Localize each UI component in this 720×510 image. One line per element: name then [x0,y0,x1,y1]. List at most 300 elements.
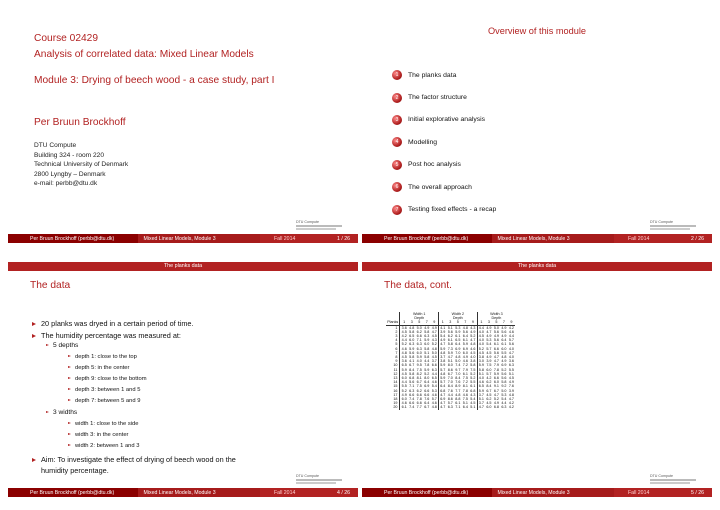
humidity-cell: 5.1 [478,371,484,376]
humidity-cell: 5.7 [431,397,437,402]
humidity-cell: 4.7 [440,392,446,397]
dtu-logo: DTU Compute [650,220,700,230]
humidity-cell: 4.2 [508,405,514,410]
humidity-cell: 5.6 [409,350,415,355]
humidity-cell: 7.6 [447,388,453,393]
bullet-icon [68,422,71,424]
humidity-cell: 5.8 [470,363,476,368]
humidity-cell: 5.9 [478,388,484,393]
humidity-cell: 7.4 [409,405,415,410]
humidity-cell: 4.6 [431,401,437,406]
humidity-cell: 6.0 [486,367,492,372]
humidity-cell: 6.5 [409,334,415,339]
humidity-cell: 8.6 [447,397,453,402]
humidity-cell: 3.7 [431,359,437,364]
humidity-cell: 4.9 [424,325,430,330]
humidity-cell: 6.6 [493,346,499,351]
humidity-cell: 4.6 [470,346,476,351]
humidity-cell: 5.2 [493,397,499,402]
address-line: e-mail: perbb@dtu.dk [34,180,98,188]
sub-bullet: 5 depths [46,342,78,349]
humidity-cell: 4.5 [486,392,492,397]
overview-item: 2 The factor structure [392,86,496,108]
humidity-cell: 5.2 [431,342,437,347]
humidity-cell: 7.9 [493,363,499,368]
bullet-icon [32,322,36,326]
humidity-cell: 7.9 [462,367,468,372]
humidity-cell: 3.6 [508,359,514,364]
humidity-cell: 4.5 [486,401,492,406]
humidity-cell: 8.4 [409,367,415,372]
bullet-item: Aim: To investigate the effect of drying of beech wood on the [32,455,236,464]
width-item: width 3: in the center [68,432,129,438]
humidity-cell: 5.4 [431,384,437,389]
humidity-cell: 6.1 [501,342,507,347]
depth-item: depth 3: between 1 and 5 [68,387,140,393]
plank-id-cell: 6 [395,346,398,351]
humidity-cell: 6.1 [462,338,468,343]
number-ball-icon: 5 [392,160,402,170]
humidity-cell: 5.2 [501,367,507,372]
group-subheader: Depth [400,316,439,320]
humidity-cell: 3.8 [440,359,446,364]
humidity-cell: 5.2 [470,334,476,339]
humidity-cell: 6.6 [416,401,422,406]
humidity-cell: 6.2 [486,397,492,402]
humidity-cell: 6.9 [455,346,461,351]
slide-footer [362,488,712,497]
plank-id-cell: 8 [395,355,398,360]
slide-3 [8,262,358,497]
humidity-cell: 5.3 [431,388,437,393]
table-body [386,325,515,410]
plank-id-cell: 7 [395,350,398,355]
humidity-cell: 4.2 [401,334,407,339]
humidity-cell: 5.4 [470,397,476,402]
humidity-cell: 7.0 [447,380,453,385]
humidity-cell: 6.7 [416,380,422,385]
humidity-cell: 5.6 [462,329,468,334]
humidity-cell: 3.7 [440,355,446,360]
humidity-cell: 4.7 [508,397,514,402]
humidity-cell: 4.0 [416,359,422,364]
humidity-cell: 5.9 [424,338,430,343]
depth-header: 7 [423,320,431,325]
humidity-cell: 6.1 [401,405,407,410]
humidity-cell: 5.3 [455,325,461,330]
number-ball-icon: 3 [392,115,402,125]
humidity-cell: 5.1 [508,371,514,376]
plank-id-cell: 3 [395,334,398,339]
humidity-cell: 5.2 [424,371,430,376]
humidity-cell: 4.7 [493,355,499,360]
address-line: 2800 Lyngby – Denmark [34,170,106,178]
humidity-cell: 4.2 [486,376,492,381]
humidity-cell: 5.6 [501,371,507,376]
humidity-cell: 4.9 [486,355,492,360]
humidity-cell: 4.4 [447,392,453,397]
humidity-cell: 6.2 [416,329,422,334]
humidity-cell: 4.6 [401,346,407,351]
group-header: Width 3 [477,312,515,316]
humidity-cell: 3.7 [478,392,484,397]
humidity-cell: 6.7 [424,405,430,410]
humidity-cell: 6.3 [416,346,422,351]
humidity-cell: 6.5 [401,363,407,368]
humidity-cell: 4.5 [478,350,484,355]
humidity-cell: 5.4 [501,397,507,402]
humidity-cell: 8.1 [416,376,422,381]
humidity-cell: 6.4 [455,342,461,347]
overview-list [392,64,496,221]
bullet-icon [68,377,71,379]
bullet-icon [32,458,36,462]
humidity-cell: 4.9 [501,325,507,330]
humidity-cell: 4.7 [508,350,514,355]
author-address [34,141,128,189]
bullet-icon [32,334,36,338]
humidity-cell: 5.8 [424,346,430,351]
plank-id-cell: 18 [393,397,398,402]
humidity-cell: 4.8 [401,350,407,355]
humidity-cell: 5.5 [508,367,514,372]
humidity-cell: 7.0 [455,350,461,355]
humidity-cell: 4.7 [431,329,437,334]
humidity-cell: 6.0 [401,397,407,402]
humidity-cell: 5.8 [424,329,430,334]
humidity-cell: 4.0 [478,329,484,334]
depth-header: 1 [439,320,447,325]
humidity-cell: 7.0 [455,371,461,376]
humidity-cell: 5.0 [431,350,437,355]
humidity-cell: 6.1 [455,334,461,339]
humidity-cell: 3.7 [478,401,484,406]
humidity-cell: 6.2 [486,380,492,385]
humidity-cell: 6.5 [478,384,484,389]
humidity-cell: 6.0 [486,405,492,410]
humidity-cell: 3.8 [470,359,476,364]
number-ball-icon: 4 [392,137,402,147]
humidity-cell: 5.5 [501,350,507,355]
humidity-cell: 6.0 [424,342,430,347]
humidity-cell: 5.2 [470,371,476,376]
frame-title: The data, cont. [384,280,452,291]
humidity-cell: 8.0 [424,376,430,381]
humidity-cell: 5.9 [478,363,484,368]
course-subtitle: Analysis of correlated data: Mixed Linear Models [34,49,254,60]
humidity-cell: 5.6 [493,350,499,355]
depth-header: 3 [485,320,493,325]
humidity-cell: 5.9 [401,367,407,372]
humidity-cell: 5.8 [478,367,484,372]
humidity-cell: 4.8 [431,405,437,410]
plank-id-cell: 15 [393,384,398,389]
number-ball-icon: 7 [392,205,402,215]
humidity-cell: 4.6 [401,401,407,406]
humidity-cell: 7.8 [416,397,422,402]
humidity-cell: 7.4 [409,397,415,402]
humidity-cell: 5.7 [440,367,446,372]
page-number: 1 / 26 [337,235,350,242]
bullet-item: 20 planks was dryed in a certain period of time. [32,319,194,328]
humidity-cell: 6.6 [493,376,499,381]
humidity-cell: 6.0 [401,376,407,381]
humidity-cell: 6.9 [501,363,507,368]
humidity-cell: 6.6 [431,363,437,368]
course-number: Course 02429 [34,33,99,44]
number-ball-icon: 6 [392,182,402,192]
humidity-cell: 5.9 [424,367,430,372]
humidity-cell: 4.3 [470,392,476,397]
humidity-cell: 4.9 [440,338,446,343]
humidity-cell: 5.4 [486,342,492,347]
humidity-cell: 4.1 [440,325,446,330]
number-ball-icon: 2 [392,93,402,103]
slide-2 [362,8,712,243]
humidity-cell: 4.7 [486,329,492,334]
plank-id-cell: 19 [393,401,398,406]
humidity-cell: 6.0 [501,346,507,351]
humidity-cell: 9.1 [493,384,499,389]
depth-item: depth 1: close to the top [68,354,137,360]
humidity-cell: 4.7 [478,405,484,410]
humidity-cell: 4.0 [478,342,484,347]
humidity-cell: 4.0 [478,338,484,343]
slide-1 [8,8,358,243]
sub-bullet: 3 widths [46,409,77,416]
width-item: width 1: close to the side [68,421,138,427]
overview-item: 4 Modelling [392,131,496,153]
section-header: The planks data [362,262,712,271]
humidity-cell: 4.8 [455,355,461,360]
humidity-cell: 6.0 [493,380,499,385]
humidity-cell: 5.1 [478,397,484,402]
depth-header: 5 [415,320,423,325]
footer-date: Fall 2014 5 / 26 [614,488,712,497]
humidity-cell: 6.3 [416,342,422,347]
dtu-logo: DTU Compute [296,220,346,230]
humidity-cell: 5.8 [409,371,415,376]
humidity-cell: 5.1 [447,325,453,330]
humidity-cell: 4.2 [508,401,514,406]
humidity-cell: 5.9 [447,350,453,355]
humidity-cell: 4.8 [501,355,507,360]
plank-id-cell: 4 [395,338,398,343]
humidity-cell: 4.4 [508,334,514,339]
address-line: Technical University of Denmark [34,161,129,169]
slide-footer [362,234,712,243]
humidity-cell: 6.7 [493,388,499,393]
footer-author: Per Bruun Brockhoff (perbb@dtu.dk) [362,488,492,497]
plank-id-cell: 14 [393,380,398,385]
humidity-cell: 4.4 [478,325,484,330]
footer-author: Per Bruun Brockhoff (perbb@dtu.dk) [8,488,138,497]
humidity-cell: 5.0 [416,325,422,330]
humidity-cell: 6.0 [409,338,415,343]
humidity-cell: 7.6 [508,384,514,389]
humidity-cell: 4.8 [508,392,514,397]
humidity-cell: 7.5 [486,363,492,368]
humidity-cell: 4.9 [486,334,492,339]
humidity-cell: 4.8 [440,350,446,355]
humidity-cell: 4.6 [462,359,468,364]
humidity-cell: 4.0 [470,355,476,360]
humidity-cell: 6.1 [447,338,453,343]
humidity-cell: 6.4 [440,384,446,389]
humidity-cell: 4.9 [431,325,437,330]
humidity-cell: 4.0 [508,355,514,360]
humidity-cell: 5.6 [508,342,514,347]
humidity-cell: 6.0 [462,350,468,355]
humidity-cell: 6.6 [416,334,422,339]
plank-id-cell: 12 [393,371,398,376]
humidity-cell: 6.4 [462,334,468,339]
humidity-cell: 5.9 [440,346,446,351]
humidity-cell: 5.2 [401,388,407,393]
humidity-cell: 4.7 [440,342,446,347]
plank-id-cell: 2 [395,329,398,334]
humidity-cell: 4.3 [431,338,437,343]
humidity-cell: 4.9 [493,401,499,406]
humidity-cell: 5.9 [462,342,468,347]
humidity-cell: 4.5 [470,401,476,406]
bullet-icon [68,444,71,446]
depth-header: 3 [408,320,416,325]
plank-id-cell: 9 [395,359,398,364]
bullet-icon [68,399,71,401]
footer-author: Per Bruun Brockhoff (perbb@dtu.dk) [362,234,492,243]
humidity-cell: 6.0 [416,350,422,355]
humidity-cell: 6.1 [470,384,476,389]
footer-course: Mixed Linear Models, Module 3 [492,488,615,497]
humidity-cell: 5.8 [409,355,415,360]
humidity-cell: 6.7 [486,388,492,393]
humidity-cell: 7.4 [455,363,461,368]
humidity-cell: 4.0 [478,376,484,381]
humidity-cell: 5.4 [440,334,446,339]
overview-item: 1 The planks data [392,64,496,86]
depth-header: 1 [477,320,485,325]
humidity-cell: 4.6 [431,380,437,385]
humidity-cell: 4.6 [508,329,514,334]
humidity-cell: 6.4 [424,401,430,406]
humidity-cell: 7.5 [462,397,468,402]
depth-header: 7 [462,320,470,325]
humidity-cell: 7.5 [416,367,422,372]
humidity-cell: 5.6 [501,329,507,334]
humidity-cell: 4.5 [508,376,514,381]
depth-header: 9 [469,320,477,325]
section-header: The planks data [8,262,358,271]
humidity-cell: 5.7 [486,371,492,376]
humidity-cell: 4.5 [431,355,437,360]
humidity-cell: 4.6 [462,392,468,397]
humidity-cell: 4.8 [462,325,468,330]
plank-id-cell: 13 [393,376,398,381]
overview-item: 5 Post hoc analysis [392,154,496,176]
humidity-cell: 4.1 [409,359,415,364]
humidity-cell: 6.1 [462,371,468,376]
humidity-cell: 6.8 [409,376,415,381]
planks-table [386,312,515,410]
humidity-cell: 4.8 [455,392,461,397]
bullet-icon [68,366,71,368]
page-number: 4 / 26 [337,489,350,496]
humidity-cell: 5.9 [440,363,446,368]
depth-item: depth 5: in the center [68,365,129,371]
bullet-item: The humidity percentage was measured at: [32,331,181,340]
humidity-cell: 7.8 [424,363,430,368]
humidity-cell: 3.8 [478,355,484,360]
humidity-cell: 8.6 [447,367,453,372]
humidity-cell: 5.6 [447,329,453,334]
humidity-cell: 8.4 [486,384,492,389]
depth-header: 7 [500,320,508,325]
humidity-cell: 5.6 [409,380,415,385]
humidity-cell: 5.0 [493,325,499,330]
humidity-cell: 6.9 [440,397,446,402]
humidity-cell: 6.3 [431,367,437,372]
footer-date: Fall 2014 4 / 26 [260,488,358,497]
humidity-cell: 4.5 [486,350,492,355]
humidity-cell: 4.9 [470,329,476,334]
humidity-cell: 5.1 [447,359,453,364]
humidity-cell: 6.3 [424,334,430,339]
humidity-cell: 8.0 [447,363,453,368]
humidity-cell: 4.4 [501,401,507,406]
address-line: Building 324 - room 220 [34,151,105,159]
humidity-cell: 4.9 [501,359,507,364]
plank-id-cell: 17 [393,392,398,397]
humidity-cell: 6.6 [409,392,415,397]
page-number: 5 / 26 [691,489,704,496]
humidity-cell: 5.8 [409,329,415,334]
bullet-icon [68,355,71,357]
frame-title: The data [30,280,71,291]
humidity-cell: 6.4 [424,380,430,385]
table-row [386,405,515,409]
humidity-cell: 4.0 [508,346,514,351]
humidity-cell: 7.1 [409,384,415,389]
overview-item: 7 Testing fixed effects - a recap [392,198,496,220]
humidity-cell: 4.2 [508,325,514,330]
overview-title: Overview of this module [487,26,587,36]
humidity-cell: 5.2 [478,346,484,351]
humidity-cell: 5.6 [493,338,499,343]
humidity-cell: 6.6 [416,392,422,397]
humidity-cell: 7.1 [416,338,422,343]
humidity-cell: 7.7 [455,388,461,393]
humidity-cell: 4.5 [431,334,437,339]
humidity-cell: 4.5 [401,355,407,360]
group-subheader: Depth [477,316,515,320]
bullet-continuation: humidity percentage. [41,466,109,475]
humidity-cell: 5.9 [455,329,461,334]
slide-4 [362,262,712,497]
humidity-cell: 6.8 [470,388,476,393]
humidity-cell: 5.0 [501,388,507,393]
table-row [386,342,515,346]
planks-header: Planks [387,320,399,325]
humidity-cell: 7.5 [462,376,468,381]
footer-author: Per Bruun Brockhoff (perbb@dtu.dk) [8,234,138,243]
humidity-cell: 6.7 [409,363,415,368]
humidity-cell: 7.6 [455,380,461,385]
humidity-cell: 7.2 [462,363,468,368]
humidity-cell: 6.4 [501,338,507,343]
humidity-cell: 7.8 [493,367,499,372]
bullet-icon [68,433,71,435]
